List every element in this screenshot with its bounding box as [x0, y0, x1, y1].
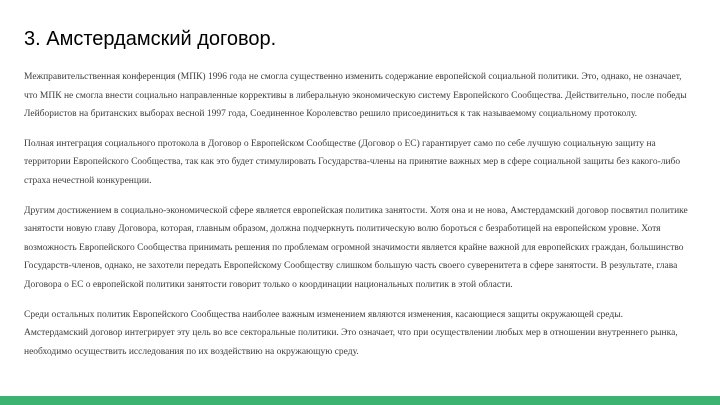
slide-title: 3. Амстердамский договор.: [24, 28, 277, 50]
paragraph-4: Среди остальных политик Европейского Сообщества наиболее важным изменением являются изменения, касающиеся защиты окружающей среды. Амстердамский договор интегрирует эту цель во все секторальные политики. Это означает, что при осуществлении любых мер в отношении внутреннего рынка, необходимо осуществить исследования по их воздействию на окружающую среду.: [24, 309, 678, 357]
paragraph-3: Другим достижением в социально-экономической сфере является европейская политика занятости. Хотя она и не нова, Амстердамский договор посвятил политике занятости новую главу Договора, которая, главным образом, должна подчеркнуть политическую волю бороться с безработицей на европейском уровне. Хотя возможность Европейского Сообщества принимать решения по проблемам огромной значимости является крайне важной для европейских граждан, большинство Государств-членов, однако, не захотели передать Европейскому Сообществу слишком большую часть своего суверенитета в сфере занятости. В результате, глава Договора о ЕС о европейской политики занятости говорит только о координации национальных политик в этой области.: [24, 205, 688, 290]
paragraph-2: Полная интеграция социального протокола в Договор о Европейском Сообществе (Договор о ЕС) гарантирует само по себе лучшую социальную защиту на территории Европейского Сообщества, так как это будет стимулировать Государства-члены на принятие важных мер в сфере социальной защиты без какого-либо страха нечестной конкуренции.: [24, 138, 681, 186]
slide-body: [24, 68, 689, 372]
bottom-accent-bar: [0, 396, 720, 405]
paragraph-1: Межправительственная конференция (МПК) 1996 года не смогла существенно изменить содержание европейской социальной политики. Это, однако, не означает, что МПК не смогла внести социально направленные коррективы в либеральную экономическую систему Европейского Сообщества. Действительно, после победы Лейбористов на британских выборах весной 1997 года, Соединенное Королевство решило присоединиться к так называемому социальному протоколу.: [24, 72, 687, 120]
